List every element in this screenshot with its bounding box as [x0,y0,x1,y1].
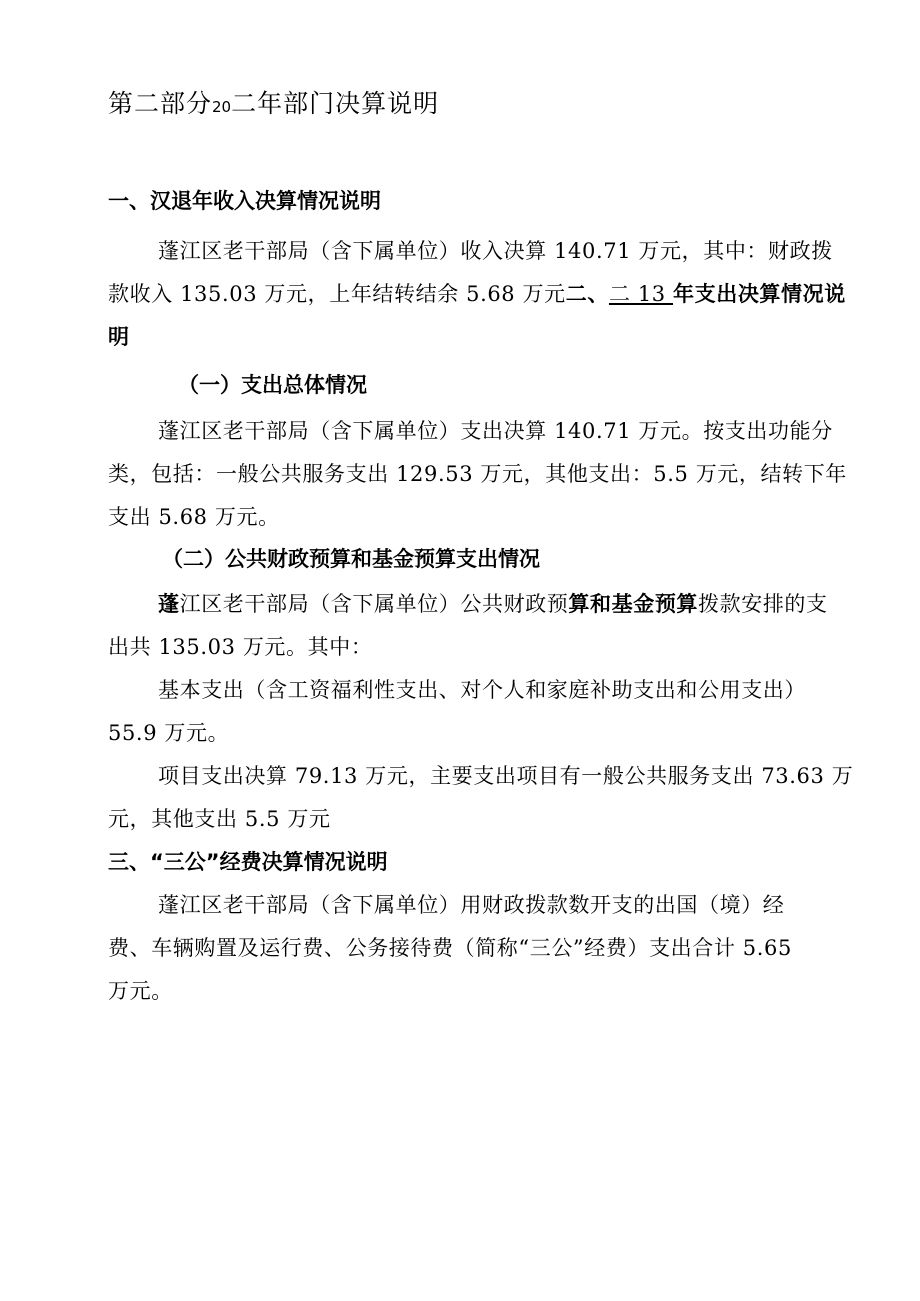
page-title [108,84,439,120]
basic-expense-line1: 基本支出（含工资福利性支出、对个人和家庭补助支出和公用支出） [158,678,806,702]
section1-heading: 一、汉退年收入决算情况说明 [108,189,381,213]
section2-heading-start: 二、 [565,282,609,306]
subsection1-heading: （一）支出总体情况 [178,373,367,397]
subsection2-line1-d: 拨款安排的支 [698,592,828,616]
title-year: 20 [212,98,232,116]
subsection2-line2: 出共 135.03 万元。其中： [108,635,373,659]
title-rest: 二年部门决算说明 [231,89,440,118]
subsection2-line1-c: 算和基金预算 [568,592,699,616]
project-expense-line1: 项目支出决算 79.13 万元，主要支出项目有一般公共服务支出 73.63 万 [158,764,854,788]
section1-para-line2-text: 款收入 135.03 万元，上年结转结余 5.68 万元 [108,282,566,306]
subsection2-line1-b: 江区老干部局（含下属单位）公共财政预 [179,592,569,616]
section3-heading: 三、“三公”经费决算情况说明 [108,850,388,874]
section3-line3: 万元。 [108,979,173,1003]
section1-para-line2 [108,278,846,308]
section3-line1: 蓬江区老干部局（含下属单位）用财政拨款数开支的出国（境）经 [158,893,785,917]
subsection1-line1: 蓬江区老干部局（含下属单位）支出决算 140.71 万元。按支出功能分 [158,419,833,443]
section2-heading-year: 二 13 [608,282,674,306]
subsection1-line3: 支出 5.68 万元。 [108,505,280,529]
basic-expense-line2: 55.9 万元。 [108,721,230,745]
section1-para-line1: 蓬江区老干部局（含下属单位）收入决算 140.71 万元，其中：财政拨 [158,239,833,263]
section2-heading-end: 明 [108,325,130,349]
title-part: 第二部分 [108,89,213,118]
subsection2-heading: （二）公共财政预算和基金预算支出情况 [162,547,540,571]
subsection1-line2: 类，包括：一般公共服务支出 129.53 万元，其他支出：5.5 万元，结转下年 [108,462,847,486]
subsection2-line1-a: 蓬 [158,592,180,616]
subsection2-line1 [158,588,828,618]
section3-line2: 费、车辆购置及运行费、公务接待费（简称“三公”经费）支出合计 5.65 [108,936,792,960]
section2-heading-rest: 年支出决算情况说 [673,282,846,306]
project-expense-line2: 元，其他支出 5.5 万元 [108,807,331,831]
